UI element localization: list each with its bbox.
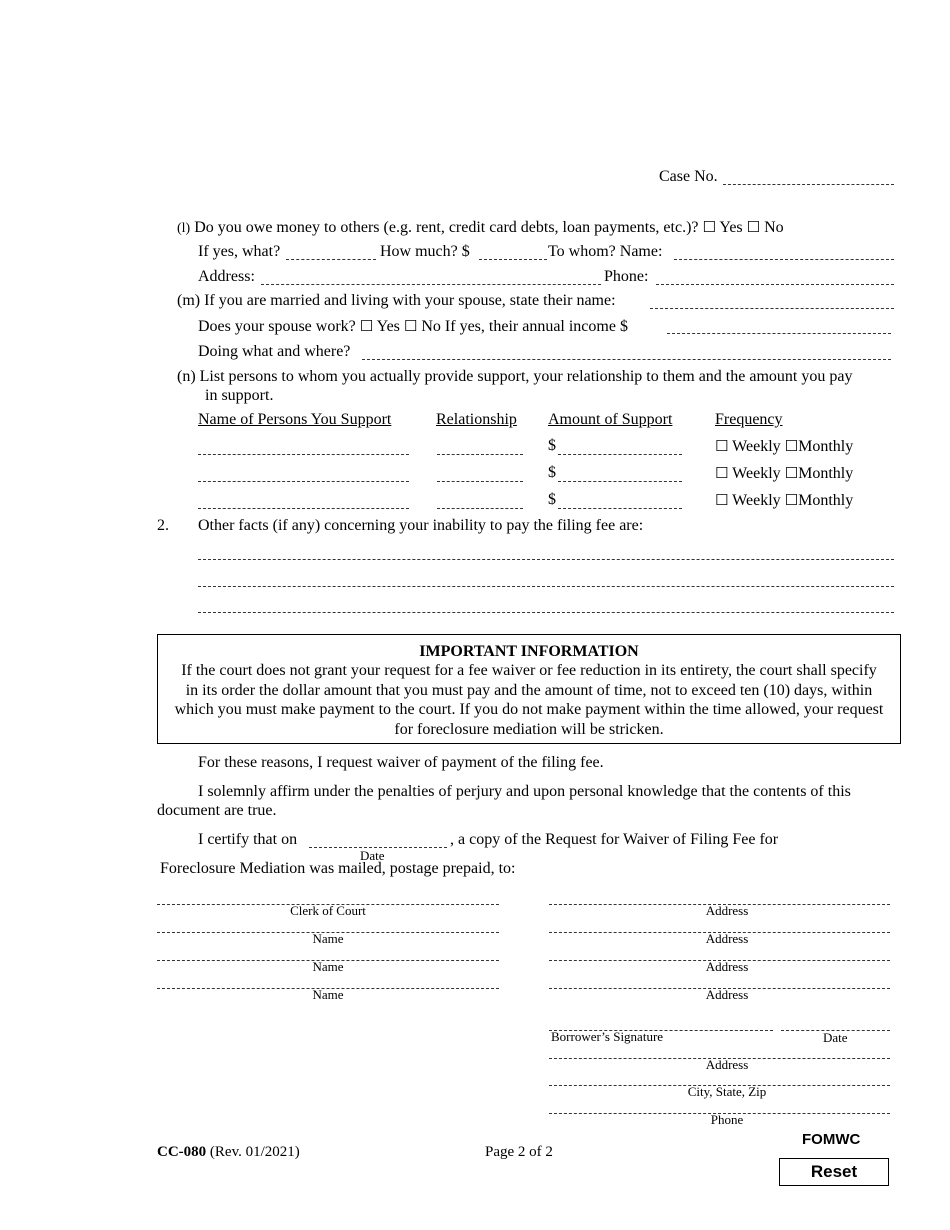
checkbox-icon[interactable]: ☐ — [784, 491, 799, 509]
service-caption: Address — [705, 959, 749, 974]
signature-date-caption: Date — [823, 1030, 848, 1045]
form-id: FOMWC — [802, 1131, 861, 1148]
service-caption: Clerk of Court — [290, 903, 366, 918]
phone-label: Phone: — [604, 268, 649, 285]
spouse-income-field[interactable] — [667, 319, 891, 334]
certify-line-2: Foreclosure Mediation was mailed, postage prepaid, to: — [160, 860, 516, 877]
service-caption: Name — [312, 959, 344, 974]
borrower-phone-caption: Phone — [710, 1112, 744, 1127]
support-relationship-field[interactable] — [437, 440, 523, 455]
frequency-options: ☐ Weekly ☐Monthly — [715, 491, 854, 509]
support-amount-field[interactable] — [558, 440, 682, 455]
case-no-label: Case No. — [659, 168, 718, 185]
other-facts-field[interactable] — [198, 572, 894, 587]
important-title: IMPORTANT INFORMATION — [419, 643, 639, 660]
col-frequency-header: Frequency — [715, 411, 783, 428]
checkbox-icon[interactable]: ☐ — [784, 464, 799, 482]
checkbox-icon[interactable]: ☐ — [702, 218, 716, 236]
item-m-question: (m) If you are married and living with your spouse, state their name: — [177, 292, 616, 309]
service-caption: Address — [705, 987, 749, 1002]
creditor-phone-field[interactable] — [656, 270, 894, 285]
borrower-address-caption: Address — [705, 1057, 749, 1072]
section-2-number: 2. — [157, 517, 169, 534]
checkbox-icon[interactable]: ☐ — [359, 317, 374, 335]
spouse-name-field[interactable] — [650, 294, 894, 309]
col-amount-header: Amount of Support — [548, 411, 673, 428]
city-state-zip-caption: City, State, Zip — [687, 1084, 767, 1099]
section-2-text: Other facts (if any) concerning your inability to pay the filing fee are: — [198, 517, 644, 534]
address-label: Address: — [198, 268, 255, 285]
checkbox-icon[interactable]: ☐ — [784, 437, 799, 455]
dollar-sign: $ — [548, 464, 556, 481]
important-body: If the court does not grant your request for a fee waiver or fee reduction in its entirety, the court shall specify in its order the dollar amount that you must pay and the amount of time, not to exceed ten (10) days, within which you must make payment to the court. If you do not make payment within the time allowed, your request for foreclosure mediation will be stricken. — [174, 662, 884, 738]
signature-date-field[interactable] — [781, 1016, 890, 1031]
item-n-question-cont: in support. — [205, 387, 274, 404]
service-caption: Address — [705, 903, 749, 918]
borrower-signature-caption: Borrower’s Signature — [551, 1029, 664, 1044]
support-name-field[interactable] — [198, 467, 409, 482]
support-relationship-field[interactable] — [437, 494, 523, 509]
dollar-sign: $ — [548, 437, 556, 454]
support-relationship-field[interactable] — [437, 467, 523, 482]
important-information-box — [157, 634, 901, 744]
frequency-options: ☐ Weekly ☐Monthly — [715, 437, 854, 455]
checkbox-icon[interactable]: ☐ — [715, 437, 729, 455]
support-name-field[interactable] — [198, 440, 409, 455]
reset-button[interactable]: Reset — [779, 1158, 889, 1186]
mailing-date-field[interactable] — [309, 833, 447, 848]
support-amount-field[interactable] — [558, 467, 682, 482]
spouse-work-row: Does your spouse work? ☐ Yes ☐ No If yes, their annual income $ — [198, 317, 628, 335]
item-n-question: (n) List persons to whom you actually provide support, your relationship to them and the amount you pay — [177, 368, 853, 385]
how-much-label: How much? $ — [380, 243, 470, 260]
creditor-name-field[interactable] — [674, 245, 894, 260]
col-name-header: Name of Persons You Support — [198, 411, 392, 428]
checkbox-icon[interactable]: ☐ — [746, 218, 761, 236]
reasons-statement: For these reasons, I request waiver of payment of the filing fee. — [198, 754, 604, 771]
service-caption: Name — [312, 931, 344, 946]
service-caption: Address — [705, 931, 749, 946]
checkbox-icon[interactable]: ☐ — [715, 491, 729, 509]
col-relationship-header: Relationship — [436, 411, 517, 428]
debt-amount-field[interactable] — [479, 245, 547, 260]
other-facts-field[interactable] — [198, 545, 894, 560]
doing-what-label: Doing what and where? — [198, 343, 351, 360]
support-name-field[interactable] — [198, 494, 409, 509]
certify-suffix: , a copy of the Request for Waiver of Filing Fee for — [450, 831, 779, 848]
other-facts-field[interactable] — [198, 598, 894, 613]
item-l-question: (l) Do you owe money to others (e.g. rent, credit card debts, loan payments, etc.)? ☐ Yes ☐ No — [177, 218, 784, 236]
creditor-address-field[interactable] — [261, 270, 601, 285]
service-caption: Name — [312, 987, 344, 1002]
affirm-statement-cont: document are true. — [157, 802, 277, 819]
date-caption: Date — [360, 848, 385, 863]
frequency-options: ☐ Weekly ☐Monthly — [715, 464, 854, 482]
if-yes-what-label: If yes, what? — [198, 243, 281, 260]
case-no-field[interactable] — [723, 170, 894, 185]
affirm-statement: I solemnly affirm under the penalties of perjury and upon personal knowledge that the contents of this — [198, 783, 851, 800]
certify-prefix: I certify that on — [198, 831, 298, 848]
spouse-work-field[interactable] — [362, 345, 891, 360]
checkbox-icon[interactable]: ☐ — [715, 464, 729, 482]
checkbox-icon[interactable]: ☐ — [403, 317, 418, 335]
dollar-sign: $ — [548, 491, 556, 508]
support-amount-field[interactable] — [558, 494, 682, 509]
to-whom-label: To whom? Name: — [548, 243, 663, 260]
page-number: Page 2 of 2 — [485, 1144, 553, 1160]
debt-what-field[interactable] — [286, 245, 376, 260]
form-number: CC-080 (Rev. 01/2021) — [157, 1144, 300, 1160]
